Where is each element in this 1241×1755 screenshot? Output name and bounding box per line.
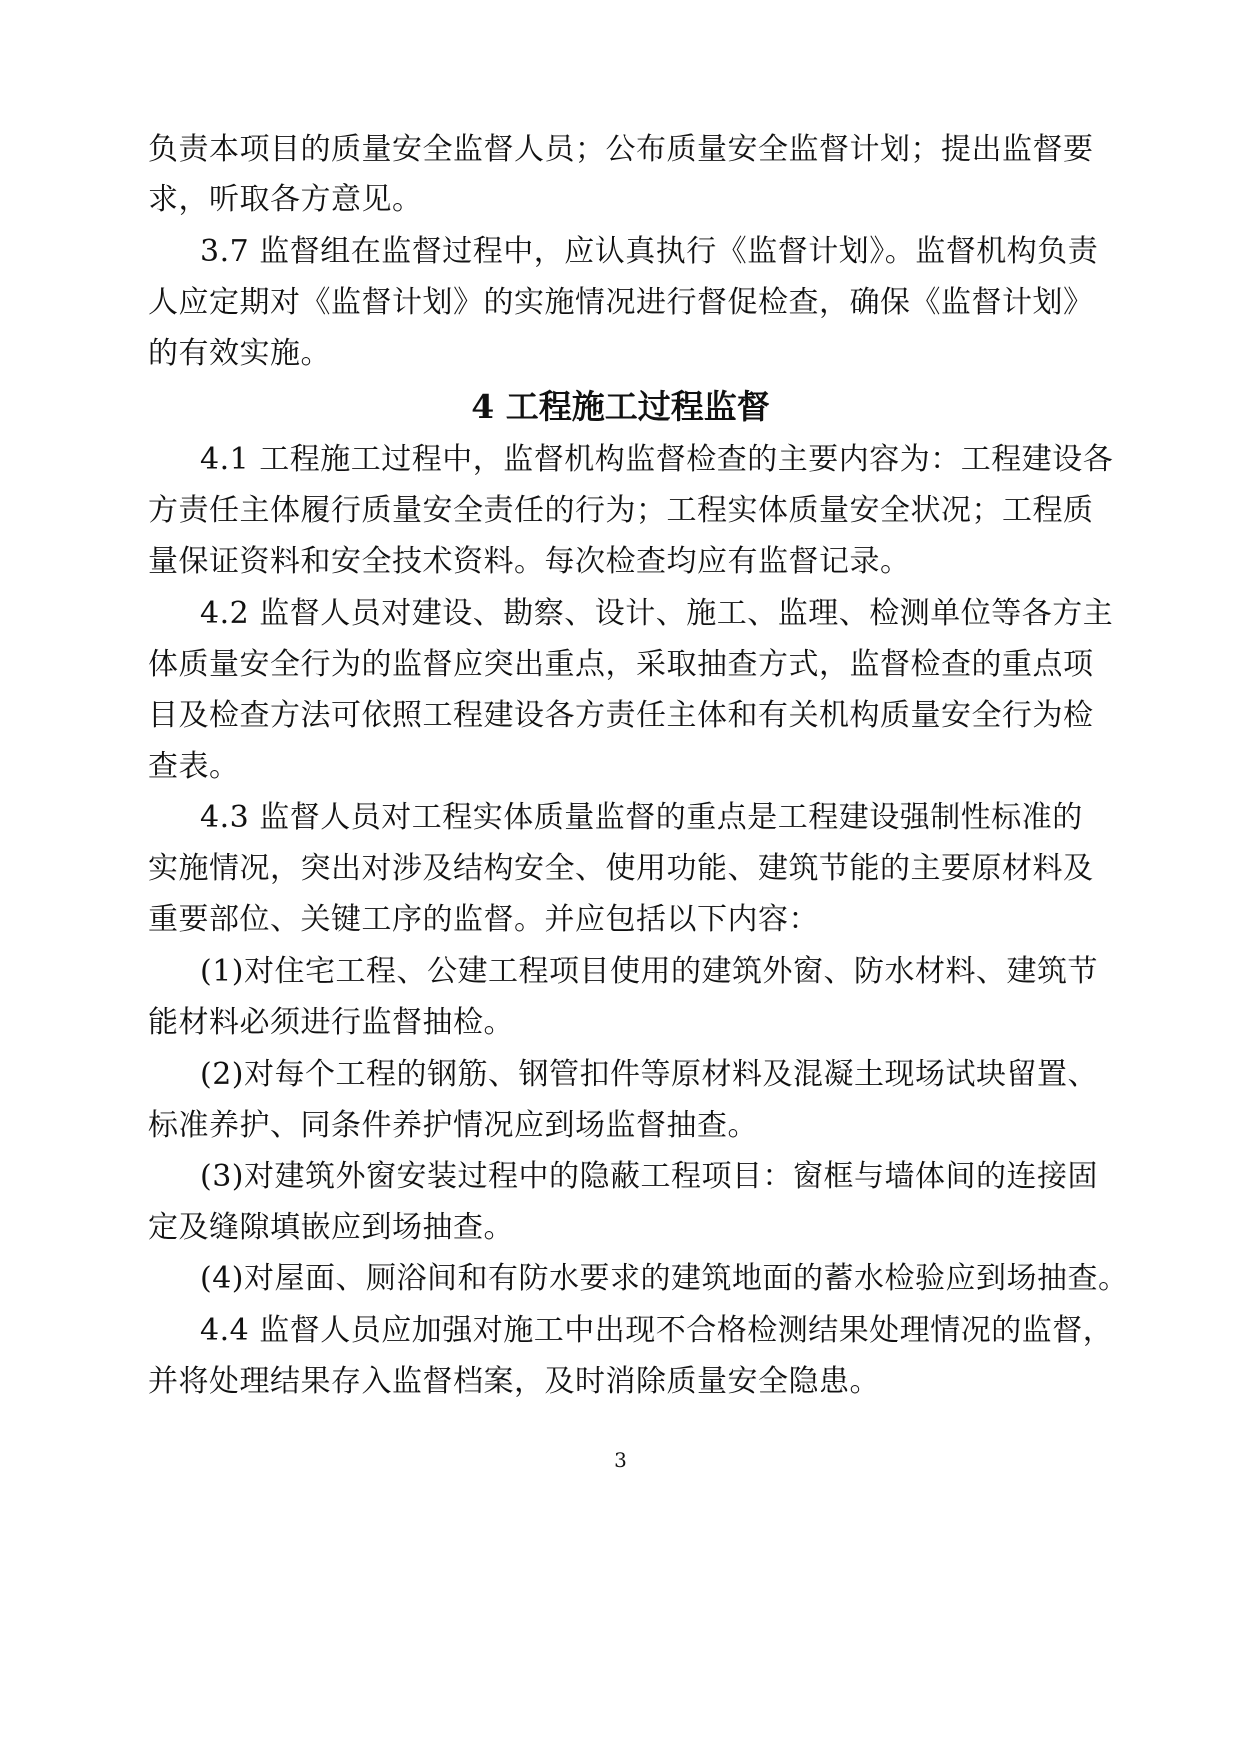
text-line: 能材料必须进行监督抽检。	[148, 1005, 514, 1040]
text-line: 实施情况，突出对涉及结构安全、使用功能、建筑节能的主要原材料及	[148, 851, 1094, 886]
text-line: 量保证资料和安全技术资料。每次检查均应有监督记录。	[148, 544, 911, 579]
text-line: (3)对建筑外窗安装过程中的隐蔽工程项目：窗框与墙体间的连接固	[200, 1159, 1098, 1194]
text-line: 求，听取各方意见。	[148, 182, 423, 217]
text-line: 并将处理结果存入监督档案，及时消除质量安全隐患。	[148, 1364, 880, 1399]
text-line: 4.1 工程施工过程中，监督机构监督检查的主要内容为：工程建设各	[200, 442, 1114, 477]
text-line: 方责任主体履行质量安全责任的行为；工程实体质量安全状况；工程质	[148, 493, 1094, 528]
text-line: 人应定期对《监督计划》的实施情况进行督促检查，确保《监督计划》	[148, 285, 1094, 320]
text-line: 的有效实施。	[148, 336, 331, 371]
text-line: 体质量安全行为的监督应突出重点，采取抽查方式，监督检查的重点项	[148, 647, 1094, 682]
text-line: 定及缝隙填嵌应到场抽查。	[148, 1210, 514, 1245]
text-line: (2)对每个工程的钢筋、钢管扣件等原材料及混凝土现场试块留置、	[200, 1057, 1098, 1092]
page-number: 3	[614, 1448, 627, 1472]
text-line: (4)对屋面、厕浴间和有防水要求的建筑地面的蓄水检验应到场抽查。	[200, 1261, 1129, 1296]
text-line: (1)对住宅工程、公建工程项目使用的建筑外窗、防水材料、建筑节	[200, 954, 1098, 989]
text-line: 4.2 监督人员对建设、勘察、设计、施工、监理、检测单位等各方主	[200, 596, 1114, 631]
text-line: 3.7 监督组在监督过程中，应认真执行《监督计划》。监督机构负责	[200, 234, 1099, 269]
text-line: 4.3 监督人员对工程实体质量监督的重点是工程建设强制性标准的	[200, 800, 1083, 835]
text-line: 4.4 监督人员应加强对施工中出现不合格检测结果处理情况的监督，	[200, 1313, 1114, 1348]
text-line: 目及检查方法可依照工程建设各方责任主体和有关机构质量安全行为检	[148, 698, 1094, 733]
text-line: 负责本项目的质量安全监督人员；公布质量安全监督计划；提出监督要	[148, 132, 1094, 167]
section-heading: 4 工程施工过程监督	[471, 387, 770, 426]
text-line: 标准养护、同条件养护情况应到场监督抽查。	[148, 1108, 758, 1143]
text-line: 查表。	[148, 749, 240, 784]
text-line: 重要部位、关键工序的监督。并应包括以下内容：	[148, 902, 819, 937]
